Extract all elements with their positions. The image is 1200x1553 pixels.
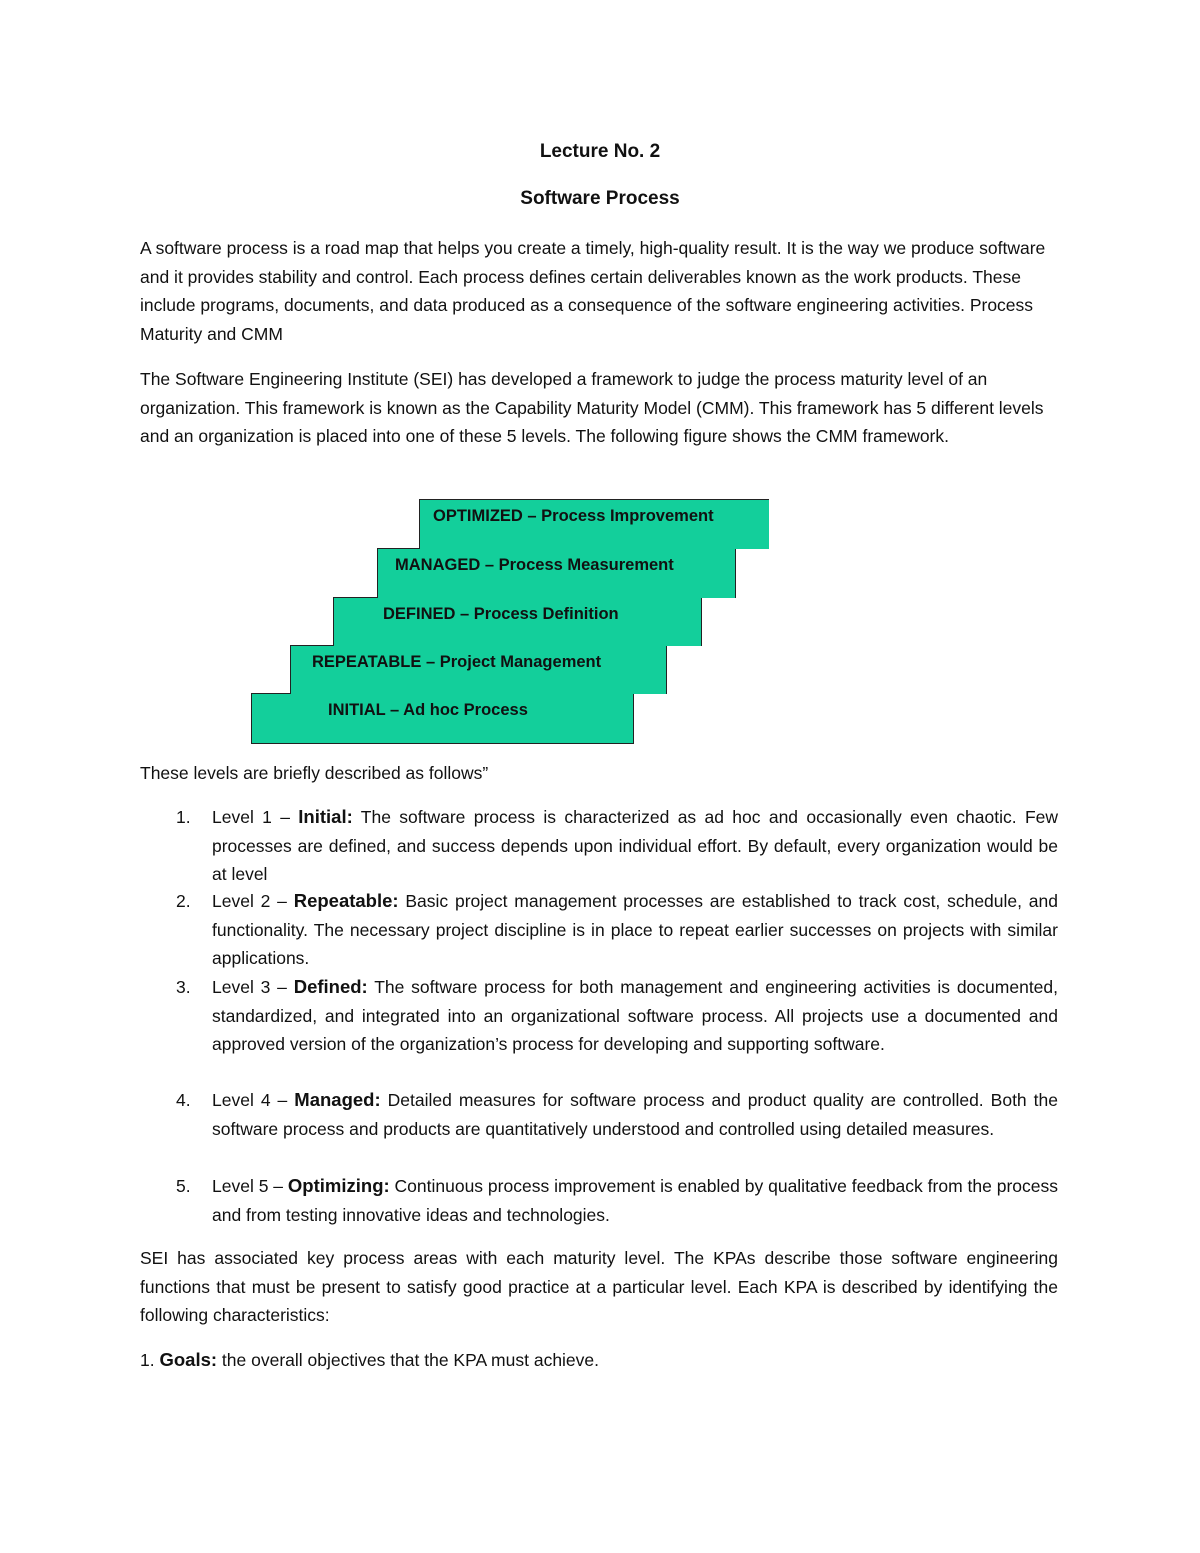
cmm-step-initial: INITIAL – Ad hoc Process <box>251 693 634 744</box>
lecture-title: Lecture No. 2 <box>539 141 661 162</box>
sei-paragraph: The Software Engineering Institute (SEI) has developed a framework to judge the process maturity level of an organization. This framework is known as the Capability Maturity Model (CMM). This framework has 5 different levels and an organization is placed into one of these 5 levels. The following figure shows the CMM framework. <box>140 369 1044 446</box>
characteristic-item: 1. Goals: the overall objectives that the KPA must achieve. <box>140 1349 600 1370</box>
cmm-step-repeatable: REPEATABLE – Project Management <box>290 645 667 694</box>
section-title: Software Process <box>520 188 680 209</box>
level-item: 2. Level 2 – Repeatable: Basic project management processes are established to track cost, schedule, and functionality. The necessary project discipline is in place to repeat earlier successes on projects with similar applications. <box>176 890 1058 968</box>
level-item: 5. Level 5 – Optimizing: Continuous process improvement is enabled by qualitative feedback from the process and from testing innovative ideas and technologies. <box>176 1175 1059 1225</box>
cmm-step-optimized: OPTIMIZED – Process Improvement <box>419 499 769 549</box>
levels-intro: These levels are briefly described as follows” <box>140 763 489 783</box>
level-item: 1. Level 1 – Initial: The software process is characterized as ad hoc and occasionally even chaotic. Few processes are defined, and success depends upon individual effort. By default, every organization would be at level <box>176 806 1059 884</box>
cmm-step-managed: MANAGED – Process Measurement <box>377 548 736 598</box>
kpa-paragraph: SEI has associated key process areas with each maturity level. The KPAs describe those software engineering functions that must be present to satisfy good practice at a particular level. Each KPA is described by identifying the following characteristics: <box>140 1248 1058 1325</box>
level-item: 3. Level 3 – Defined: The software process for both management and engineering activities is documented, standardized, and integrated into an organizational software process. All projects use a documented and approved version of the organization’s process for developing and supporting software. <box>176 976 1059 1054</box>
intro-paragraph: A software process is a road map that helps you create a timely, high-quality result. It is the way we produce software and it provides stability and control. Each process defines certain deliverables known as the work products. These include programs, documents, and data produced as a consequence of the software engineering activities. Process Maturity and CMM <box>140 238 1046 344</box>
level-item: 4. Level 4 – Managed: Detailed measures for software process and product quality are controlled. Both the software process and products are quantitatively understood and controlled using detailed measures. <box>176 1089 1058 1139</box>
cmm-step-defined: DEFINED – Process Definition <box>333 597 702 646</box>
